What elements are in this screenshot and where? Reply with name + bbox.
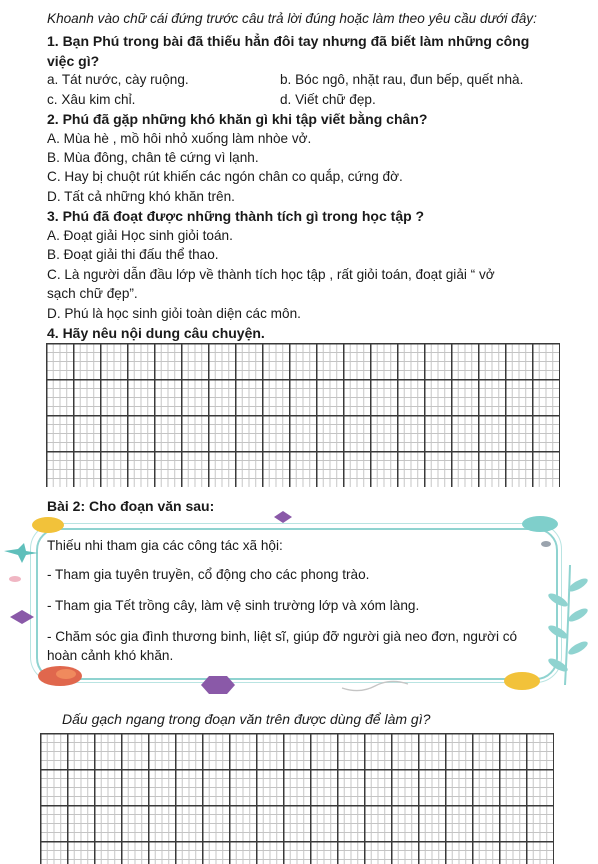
question-4-title: 4. Hãy nêu nội dung câu chuyện. [47, 325, 265, 341]
q2-option-d[interactable]: D. Tất cả những khó khăn trên. [47, 189, 235, 204]
purple-diamond-decoration [274, 511, 292, 523]
passage-item-3: - Chăm sóc gia đình thương binh, liệt sĩ, giúp đỡ người già neo đơn, người có [47, 629, 518, 644]
question-1-title-cont: việc gì? [47, 53, 100, 69]
q3-option-c-cont[interactable]: sạch chữ đẹp”. [47, 286, 138, 301]
bai2-question: Dấu gạch ngang trong đoạn văn trên được dùng để làm gì? [62, 711, 431, 727]
bai2-title: Bài 2: Cho đoạn văn sau: [47, 498, 215, 514]
q1-option-c[interactable]: c. Xâu kim chỉ. [47, 92, 136, 107]
coral-shape-decoration [36, 664, 84, 690]
purple-pentagon-decoration [201, 676, 235, 694]
q2-option-c[interactable]: C. Hay bị chuột rút khiến các ngón chân co quắp, cứng đờ. [47, 169, 403, 184]
gold-oval-decoration [30, 515, 66, 535]
answer-grid-bai2[interactable] [40, 733, 554, 864]
q1-option-a[interactable]: a. Tát nước, cày ruộng. [47, 72, 189, 87]
q2-option-a[interactable]: A. Mùa hè , mồ hôi nhỏ xuống làm nhòe vở. [47, 131, 312, 146]
q1-option-d[interactable]: d. Viết chữ đẹp. [280, 92, 376, 107]
passage-item-3-cont: hoàn cảnh khó khăn. [47, 648, 174, 663]
q2-option-b[interactable]: B. Mùa đông, chân tê cứng vì lạnh. [47, 150, 259, 165]
small-dot-decoration [540, 540, 552, 548]
answer-grid-q4[interactable] [46, 343, 560, 487]
q3-option-d[interactable]: D. Phú là học sinh giỏi toàn diện các môn. [47, 306, 301, 321]
pink-dot-decoration [8, 575, 22, 583]
question-3-title: 3. Phú đã đoạt được những thành tích gì trong học tập ? [47, 208, 425, 224]
question-2-title: 2. Phú đã gặp những khó khăn gì khi tập viết bằng chân? [47, 111, 428, 127]
q1-option-b[interactable]: b. Bóc ngô, nhặt rau, đun bếp, quết nhà. [280, 72, 524, 87]
teal-star-decoration [4, 543, 38, 563]
q3-option-b[interactable]: B. Đoạt giải thi đấu thể thao. [47, 247, 219, 262]
purple-kite-decoration [10, 610, 34, 624]
leaf-branch-decoration [540, 560, 590, 690]
instruction-text: Khoanh vào chữ cái đứng trước câu trả lời đúng hoặc làm theo yêu cầu dưới đây: [47, 11, 537, 26]
teal-oval-decoration [520, 514, 560, 534]
q3-option-c[interactable]: C. Là người dẫn đầu lớp về thành tích học tập , rất giỏi toán, đoạt giải “ vở [47, 267, 495, 282]
passage-item-2: - Tham gia Tết trồng cây, làm vệ sinh trường lớp và xóm làng. [47, 598, 420, 613]
swirl-decoration [340, 676, 410, 694]
q3-option-a[interactable]: A. Đoạt giải Học sinh giỏi toán. [47, 228, 233, 243]
gold-oval-decoration-bottom [502, 671, 542, 691]
passage-item-1: - Tham gia tuyên truyền, cổ động cho các phong trào. [47, 567, 370, 582]
passage-intro: Thiếu nhi tham gia các công tác xã hội: [47, 538, 283, 553]
question-1-title: 1. Bạn Phú trong bài đã thiếu hẳn đôi tay nhưng đã biết làm những công [47, 33, 530, 49]
